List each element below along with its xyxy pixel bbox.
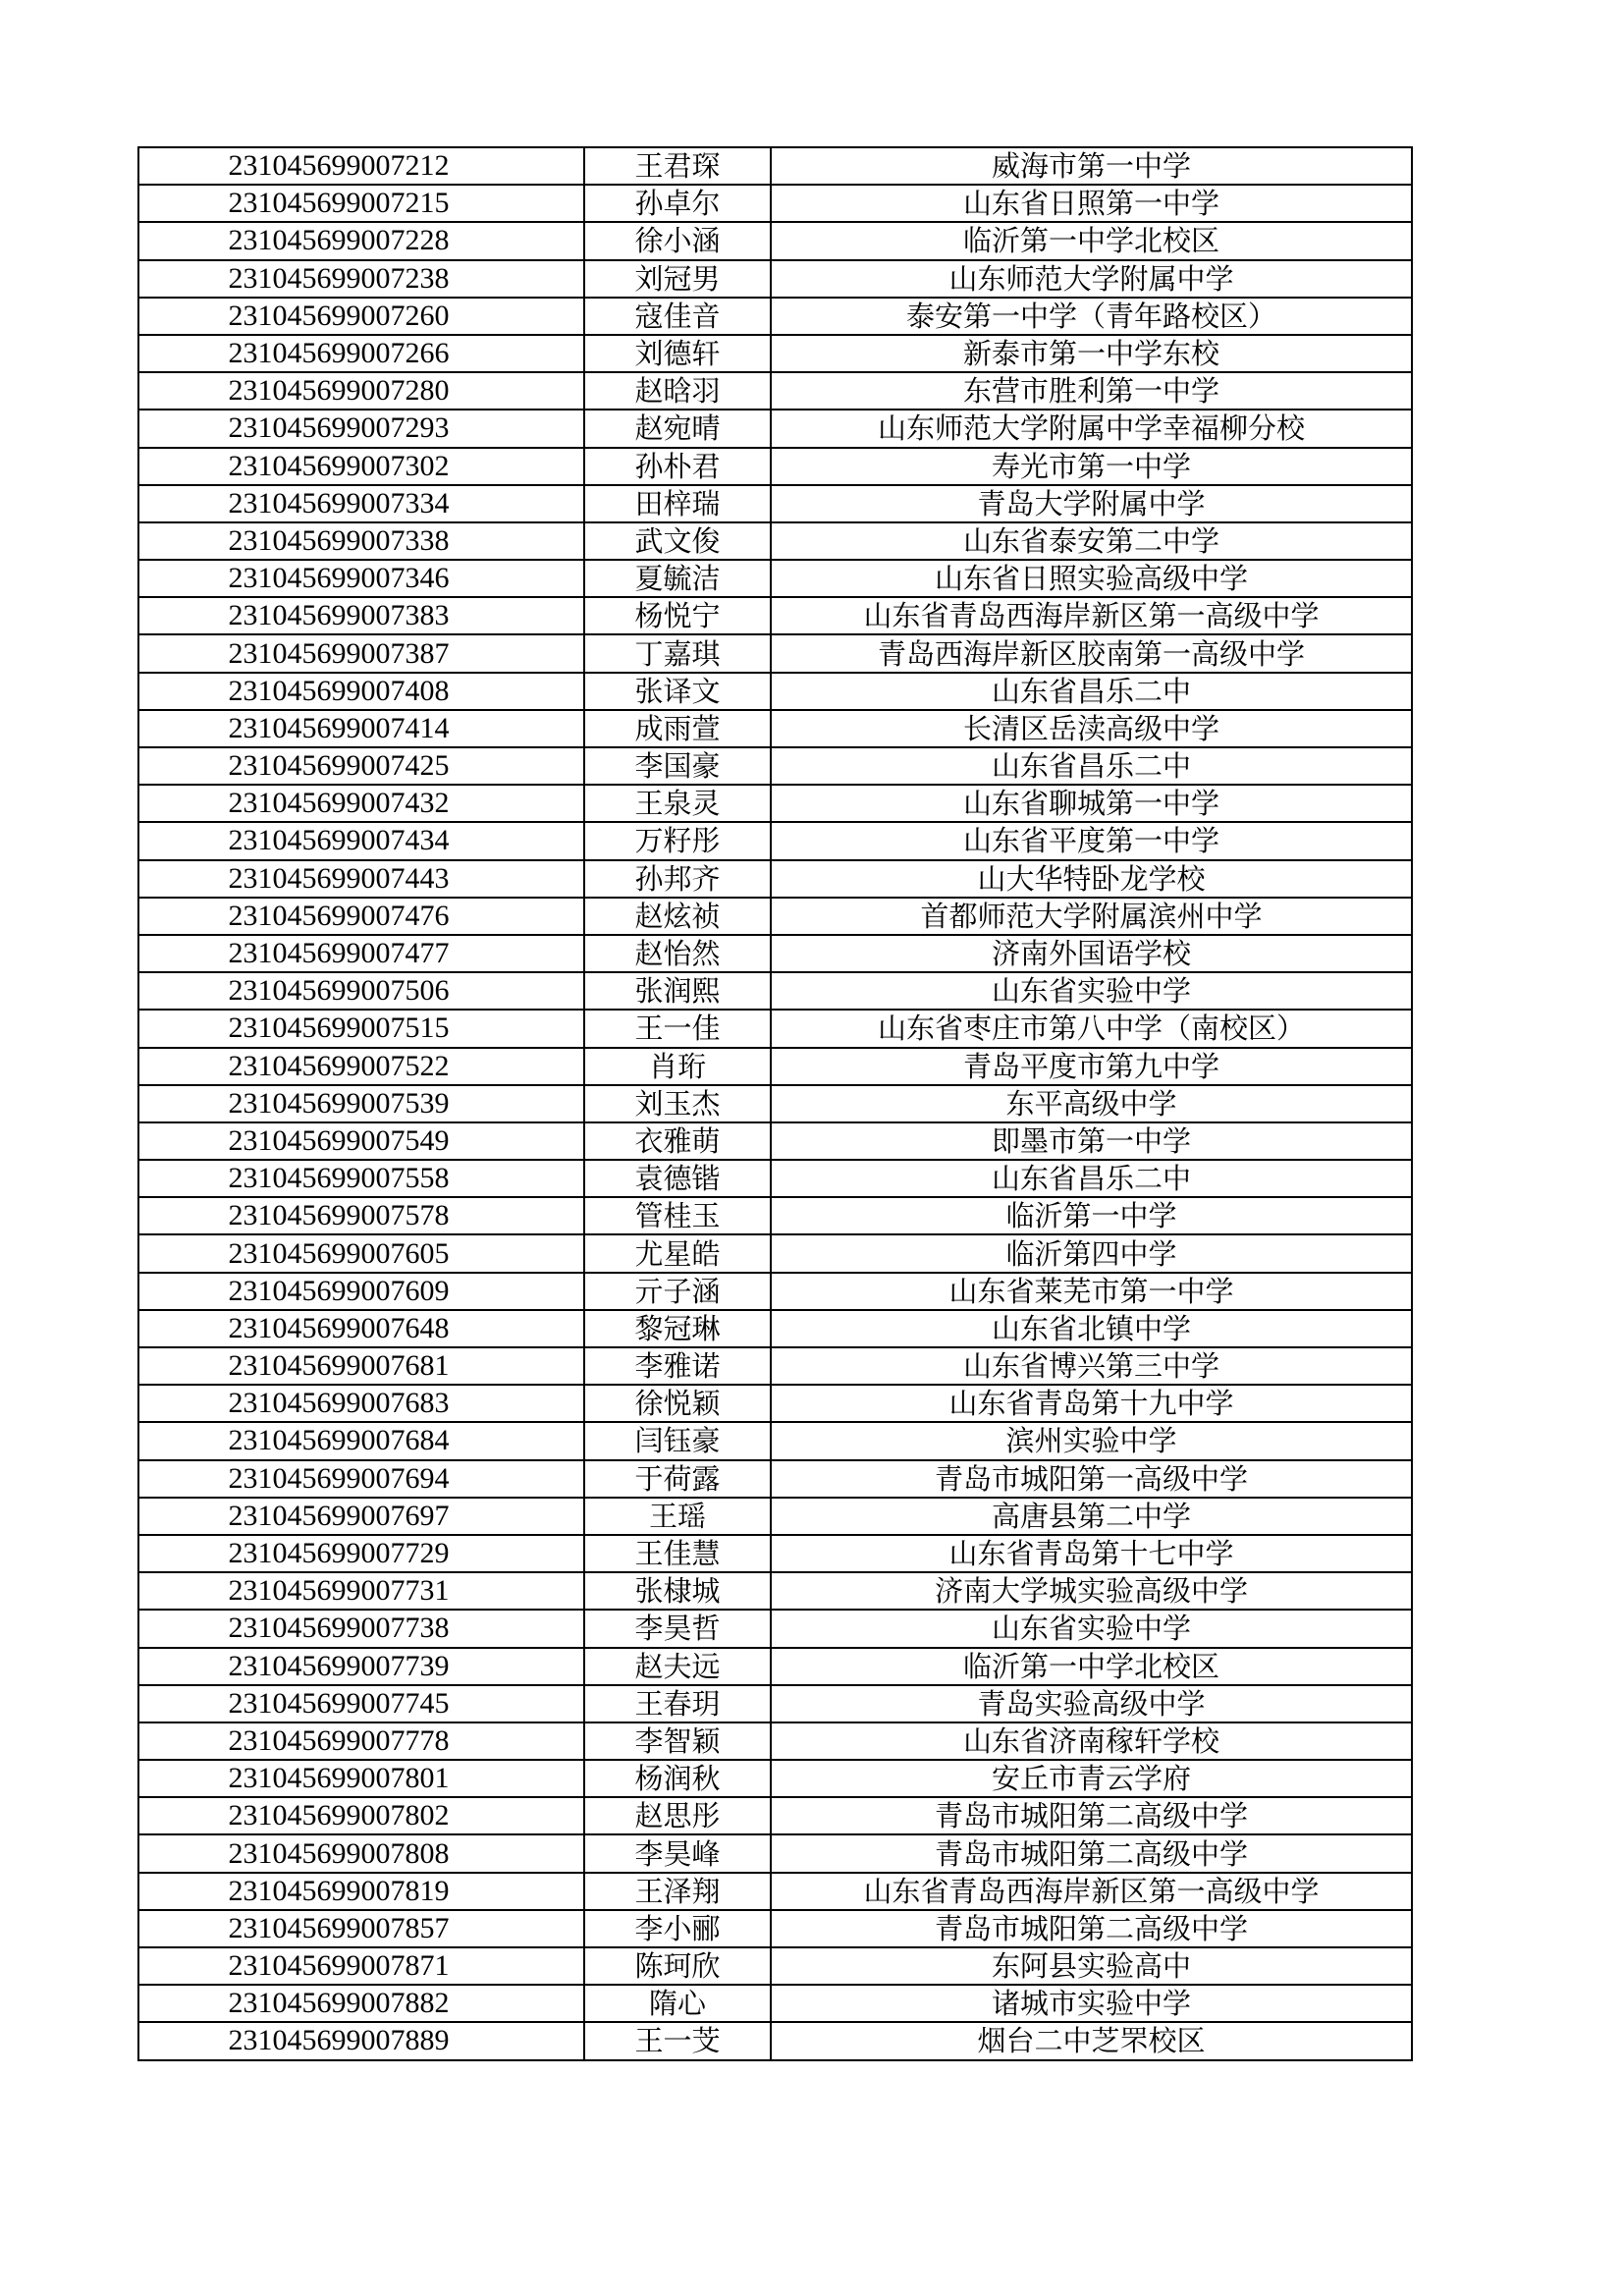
cell-name: 衣雅萌 xyxy=(584,1122,771,1160)
table-row xyxy=(138,1310,1412,1347)
table-row xyxy=(138,1197,1412,1234)
cell-school: 山东省泰安第二中学 xyxy=(771,522,1412,560)
cell-candidate-id: 231045699007648 xyxy=(138,1310,584,1347)
cell-candidate-id: 231045699007684 xyxy=(138,1422,584,1459)
table-row xyxy=(138,260,1412,298)
cell-name: 夏毓洁 xyxy=(584,560,771,597)
cell-name: 王春玥 xyxy=(584,1685,771,1722)
cell-name: 李智颖 xyxy=(584,1722,771,1760)
cell-school: 威海市第一中学 xyxy=(771,147,1412,185)
table-row xyxy=(138,1873,1412,1910)
table-row xyxy=(138,1722,1412,1760)
cell-name: 田梓瑞 xyxy=(584,485,771,522)
cell-name: 陈珂欣 xyxy=(584,1947,771,1985)
cell-school: 临沂第一中学北校区 xyxy=(771,222,1412,259)
cell-name: 孙卓尔 xyxy=(584,185,771,222)
table-row xyxy=(138,1648,1412,1685)
cell-name: 张润熙 xyxy=(584,972,771,1010)
cell-school: 山东省实验中学 xyxy=(771,1610,1412,1647)
cell-school: 山东省昌乐二中 xyxy=(771,747,1412,785)
table-row xyxy=(138,1010,1412,1047)
table-row xyxy=(138,1234,1412,1272)
cell-name: 李昊峰 xyxy=(584,1834,771,1872)
cell-school: 山东省青岛西海岸新区第一高级中学 xyxy=(771,597,1412,634)
cell-candidate-id: 231045699007683 xyxy=(138,1385,584,1422)
cell-candidate-id: 231045699007506 xyxy=(138,972,584,1010)
cell-candidate-id: 231045699007293 xyxy=(138,410,584,447)
cell-name: 李国豪 xyxy=(584,747,771,785)
cell-school: 山东省北镇中学 xyxy=(771,1310,1412,1347)
cell-school: 泰安第一中学（青年路校区） xyxy=(771,298,1412,335)
table-row xyxy=(138,448,1412,485)
cell-name: 成雨萱 xyxy=(584,710,771,747)
table-row xyxy=(138,185,1412,222)
table-row xyxy=(138,1347,1412,1385)
table-row xyxy=(138,1498,1412,1535)
cell-name: 赵怡然 xyxy=(584,935,771,972)
table-row xyxy=(138,372,1412,410)
table-row xyxy=(138,1985,1412,2022)
cell-name: 管桂玉 xyxy=(584,1197,771,1234)
cell-name: 隋心 xyxy=(584,1985,771,2022)
cell-candidate-id: 231045699007432 xyxy=(138,785,584,822)
cell-candidate-id: 231045699007383 xyxy=(138,597,584,634)
cell-name: 李雅诺 xyxy=(584,1347,771,1385)
cell-name: 王君琛 xyxy=(584,147,771,185)
cell-name: 孙邦齐 xyxy=(584,860,771,898)
table-row xyxy=(138,1572,1412,1610)
cell-name: 杨润秋 xyxy=(584,1760,771,1797)
table-row xyxy=(138,1685,1412,1722)
cell-candidate-id: 231045699007408 xyxy=(138,673,584,710)
cell-school: 山东省青岛第十九中学 xyxy=(771,1385,1412,1422)
cell-name: 徐悦颖 xyxy=(584,1385,771,1422)
cell-candidate-id: 231045699007731 xyxy=(138,1572,584,1610)
cell-candidate-id: 231045699007477 xyxy=(138,935,584,972)
cell-name: 闫钰豪 xyxy=(584,1422,771,1459)
cell-candidate-id: 231045699007522 xyxy=(138,1048,584,1085)
cell-name: 袁德锴 xyxy=(584,1160,771,1197)
table-row xyxy=(138,1422,1412,1459)
cell-candidate-id: 231045699007738 xyxy=(138,1610,584,1647)
cell-name: 丁嘉琪 xyxy=(584,634,771,672)
table-body xyxy=(138,147,1412,2060)
cell-candidate-id: 231045699007739 xyxy=(138,1648,584,1685)
cell-candidate-id: 231045699007443 xyxy=(138,860,584,898)
cell-candidate-id: 231045699007857 xyxy=(138,1910,584,1947)
cell-candidate-id: 231045699007215 xyxy=(138,185,584,222)
table-row xyxy=(138,1760,1412,1797)
cell-name: 于荷露 xyxy=(584,1460,771,1498)
cell-school: 济南外国语学校 xyxy=(771,935,1412,972)
cell-school: 首都师范大学附属滨州中学 xyxy=(771,898,1412,935)
table-row xyxy=(138,1160,1412,1197)
cell-name: 赵炫祯 xyxy=(584,898,771,935)
cell-candidate-id: 231045699007476 xyxy=(138,898,584,935)
cell-school: 东平高级中学 xyxy=(771,1085,1412,1122)
admission-list-table xyxy=(137,146,1413,2061)
cell-name: 徐小涵 xyxy=(584,222,771,259)
cell-name: 王泽翔 xyxy=(584,1873,771,1910)
table-row xyxy=(138,298,1412,335)
cell-school: 高唐县第二中学 xyxy=(771,1498,1412,1535)
cell-name: 杨悦宁 xyxy=(584,597,771,634)
cell-school: 青岛市城阳第一高级中学 xyxy=(771,1460,1412,1498)
cell-name: 王佳慧 xyxy=(584,1535,771,1572)
table-row xyxy=(138,597,1412,634)
table-row xyxy=(138,147,1412,185)
cell-school: 青岛实验高级中学 xyxy=(771,1685,1412,1722)
cell-candidate-id: 231045699007578 xyxy=(138,1197,584,1234)
cell-candidate-id: 231045699007260 xyxy=(138,298,584,335)
table-row xyxy=(138,747,1412,785)
cell-school: 寿光市第一中学 xyxy=(771,448,1412,485)
cell-school: 新泰市第一中学东校 xyxy=(771,335,1412,372)
table-row xyxy=(138,634,1412,672)
cell-candidate-id: 231045699007609 xyxy=(138,1273,584,1310)
cell-school: 山东省青岛第十七中学 xyxy=(771,1535,1412,1572)
cell-school: 青岛市城阳第二高级中学 xyxy=(771,1797,1412,1834)
cell-school: 山东省日照第一中学 xyxy=(771,185,1412,222)
cell-school: 青岛市城阳第二高级中学 xyxy=(771,1834,1412,1872)
table-row xyxy=(138,1910,1412,1947)
cell-candidate-id: 231045699007729 xyxy=(138,1535,584,1572)
cell-school: 山东省济南稼轩学校 xyxy=(771,1722,1412,1760)
cell-name: 李小郦 xyxy=(584,1910,771,1947)
table-row xyxy=(138,222,1412,259)
cell-school: 诸城市实验中学 xyxy=(771,1985,1412,2022)
cell-candidate-id: 231045699007387 xyxy=(138,634,584,672)
cell-school: 山东师范大学附属中学幸福柳分校 xyxy=(771,410,1412,447)
cell-name: 赵晗羽 xyxy=(584,372,771,410)
cell-candidate-id: 231045699007302 xyxy=(138,448,584,485)
cell-candidate-id: 231045699007266 xyxy=(138,335,584,372)
table-row xyxy=(138,972,1412,1010)
table-row xyxy=(138,335,1412,372)
cell-name: 刘冠男 xyxy=(584,260,771,298)
cell-candidate-id: 231045699007212 xyxy=(138,147,584,185)
cell-candidate-id: 231045699007801 xyxy=(138,1760,584,1797)
cell-school: 山东省平度第一中学 xyxy=(771,822,1412,859)
cell-candidate-id: 231045699007280 xyxy=(138,372,584,410)
cell-school: 山东省博兴第三中学 xyxy=(771,1347,1412,1385)
table-row xyxy=(138,935,1412,972)
cell-school: 青岛平度市第九中学 xyxy=(771,1048,1412,1085)
cell-name: 刘德轩 xyxy=(584,335,771,372)
cell-name: 王泉灵 xyxy=(584,785,771,822)
cell-school: 山东省聊城第一中学 xyxy=(771,785,1412,822)
cell-school: 临沂第一中学北校区 xyxy=(771,1648,1412,1685)
cell-school: 青岛大学附属中学 xyxy=(771,485,1412,522)
cell-name: 黎冠琳 xyxy=(584,1310,771,1347)
cell-name: 李昊哲 xyxy=(584,1610,771,1647)
table-row xyxy=(138,1797,1412,1834)
table-row xyxy=(138,785,1412,822)
cell-school: 山东省枣庄市第八中学（南校区） xyxy=(771,1010,1412,1047)
cell-name: 孙朴君 xyxy=(584,448,771,485)
cell-school: 山大华特卧龙学校 xyxy=(771,860,1412,898)
cell-name: 武文俊 xyxy=(584,522,771,560)
cell-school: 山东省青岛西海岸新区第一高级中学 xyxy=(771,1873,1412,1910)
table-row xyxy=(138,1610,1412,1647)
cell-name: 张译文 xyxy=(584,673,771,710)
cell-candidate-id: 231045699007694 xyxy=(138,1460,584,1498)
cell-name: 王一芠 xyxy=(584,2022,771,2059)
cell-candidate-id: 231045699007882 xyxy=(138,1985,584,2022)
cell-candidate-id: 231045699007515 xyxy=(138,1010,584,1047)
cell-candidate-id: 231045699007334 xyxy=(138,485,584,522)
cell-school: 临沂第四中学 xyxy=(771,1234,1412,1272)
cell-name: 王瑶 xyxy=(584,1498,771,1535)
cell-name: 张棣城 xyxy=(584,1572,771,1610)
cell-candidate-id: 231045699007605 xyxy=(138,1234,584,1272)
cell-school: 东阿县实验高中 xyxy=(771,1947,1412,1985)
table-row xyxy=(138,2022,1412,2059)
cell-candidate-id: 231045699007889 xyxy=(138,2022,584,2059)
cell-school: 济南大学城实验高级中学 xyxy=(771,1572,1412,1610)
cell-candidate-id: 231045699007228 xyxy=(138,222,584,259)
cell-candidate-id: 231045699007539 xyxy=(138,1085,584,1122)
table-row xyxy=(138,673,1412,710)
cell-candidate-id: 231045699007697 xyxy=(138,1498,584,1535)
cell-school: 山东师范大学附属中学 xyxy=(771,260,1412,298)
cell-name: 赵夫远 xyxy=(584,1648,771,1685)
cell-candidate-id: 231045699007558 xyxy=(138,1160,584,1197)
cell-candidate-id: 231045699007802 xyxy=(138,1797,584,1834)
cell-candidate-id: 231045699007238 xyxy=(138,260,584,298)
cell-candidate-id: 231045699007808 xyxy=(138,1834,584,1872)
cell-school: 安丘市青云学府 xyxy=(771,1760,1412,1797)
cell-candidate-id: 231045699007414 xyxy=(138,710,584,747)
table-row xyxy=(138,898,1412,935)
table-row xyxy=(138,1947,1412,1985)
cell-school: 山东省莱芜市第一中学 xyxy=(771,1273,1412,1310)
cell-school: 青岛市城阳第二高级中学 xyxy=(771,1910,1412,1947)
table-row xyxy=(138,1834,1412,1872)
table-row xyxy=(138,860,1412,898)
cell-name: 王一佳 xyxy=(584,1010,771,1047)
cell-name: 刘玉杰 xyxy=(584,1085,771,1122)
cell-name: 亓子涵 xyxy=(584,1273,771,1310)
table-row xyxy=(138,1048,1412,1085)
cell-school: 东营市胜利第一中学 xyxy=(771,372,1412,410)
cell-name: 赵思彤 xyxy=(584,1797,771,1834)
table-row xyxy=(138,522,1412,560)
cell-name: 肖珩 xyxy=(584,1048,771,1085)
cell-school: 山东省日照实验高级中学 xyxy=(771,560,1412,597)
cell-candidate-id: 231045699007871 xyxy=(138,1947,584,1985)
table-row xyxy=(138,1535,1412,1572)
cell-school: 即墨市第一中学 xyxy=(771,1122,1412,1160)
cell-school: 烟台二中芝罘校区 xyxy=(771,2022,1412,2059)
cell-name: 寇佳音 xyxy=(584,298,771,335)
cell-school: 临沂第一中学 xyxy=(771,1197,1412,1234)
cell-candidate-id: 231045699007338 xyxy=(138,522,584,560)
cell-school: 山东省昌乐二中 xyxy=(771,673,1412,710)
table-row xyxy=(138,710,1412,747)
cell-name: 尤星皓 xyxy=(584,1234,771,1272)
table-row xyxy=(138,410,1412,447)
cell-name: 万籽彤 xyxy=(584,822,771,859)
table-row xyxy=(138,1122,1412,1160)
cell-candidate-id: 231045699007681 xyxy=(138,1347,584,1385)
table-row xyxy=(138,1085,1412,1122)
table-row xyxy=(138,485,1412,522)
cell-candidate-id: 231045699007434 xyxy=(138,822,584,859)
table-row xyxy=(138,1460,1412,1498)
table-row xyxy=(138,822,1412,859)
cell-school: 山东省实验中学 xyxy=(771,972,1412,1010)
table-row xyxy=(138,1273,1412,1310)
cell-school: 滨州实验中学 xyxy=(771,1422,1412,1459)
cell-candidate-id: 231045699007346 xyxy=(138,560,584,597)
cell-candidate-id: 231045699007425 xyxy=(138,747,584,785)
cell-school: 山东省昌乐二中 xyxy=(771,1160,1412,1197)
cell-candidate-id: 231045699007778 xyxy=(138,1722,584,1760)
cell-school: 长清区岳渎高级中学 xyxy=(771,710,1412,747)
cell-candidate-id: 231045699007819 xyxy=(138,1873,584,1910)
table-row xyxy=(138,560,1412,597)
cell-candidate-id: 231045699007549 xyxy=(138,1122,584,1160)
cell-name: 赵宛晴 xyxy=(584,410,771,447)
table-row xyxy=(138,1385,1412,1422)
cell-candidate-id: 231045699007745 xyxy=(138,1685,584,1722)
cell-school: 青岛西海岸新区胶南第一高级中学 xyxy=(771,634,1412,672)
